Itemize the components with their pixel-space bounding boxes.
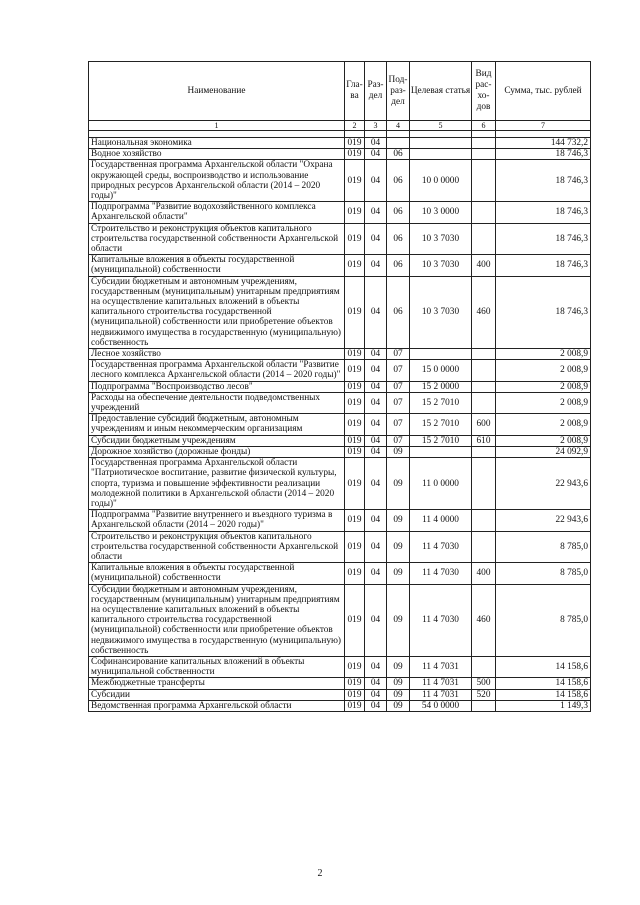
header-glava: Гла-ва	[345, 62, 365, 121]
row-razdel: 04	[365, 435, 387, 446]
row-glava: 019	[345, 510, 365, 531]
row-podrazdel: 07	[387, 360, 410, 381]
row-glava: 019	[345, 584, 365, 656]
table-row	[89, 160, 591, 202]
row-summa: 22 943,6	[496, 458, 591, 510]
table-row	[89, 563, 591, 584]
row-name: Лесное хозяйство	[89, 349, 345, 360]
row-name: Государственная программа Архангельской области "Охрана окружающей среды, воспроизводство и использование природных ресурсов Архангельской области (2014 – 2020 годы)"	[89, 160, 345, 202]
page-number: 2	[317, 868, 323, 879]
table-row	[89, 584, 591, 656]
row-celevaya: 15 0 0000	[410, 360, 472, 381]
row-glava: 019	[345, 689, 365, 700]
table-row	[89, 223, 591, 255]
row-celevaya: 11 4 7030	[410, 563, 472, 584]
row-name: Капитальные вложения в объекты государственной (муниципальной) собственности	[89, 563, 345, 584]
table-row	[89, 446, 591, 457]
row-summa: 2 008,9	[496, 360, 591, 381]
row-razdel: 04	[365, 360, 387, 381]
row-glava: 019	[345, 446, 365, 457]
row-summa: 2 008,9	[496, 381, 591, 392]
row-vid	[472, 458, 496, 510]
table-row	[89, 689, 591, 700]
row-podrazdel: 06	[387, 276, 410, 348]
row-glava: 019	[345, 138, 365, 149]
row-vid: 460	[472, 276, 496, 348]
row-glava: 019	[345, 381, 365, 392]
row-razdel: 04	[365, 656, 387, 677]
row-vid	[472, 381, 496, 392]
row-razdel: 04	[365, 149, 387, 160]
row-name: Субсидии бюджетным и автономным учреждениям, государственным (муниципальным) унитарным предприятиям на осуществление капитальных вложений в объекты капитального строительства государственной (муниципальной) собственности или приобретение объектов недвижимого имущества в государственную (муниципальную) собственность	[89, 584, 345, 656]
row-celevaya: 15 2 7010	[410, 392, 472, 413]
row-vid: 500	[472, 678, 496, 689]
table-row	[89, 360, 591, 381]
table-row	[89, 414, 591, 435]
row-razdel: 04	[365, 584, 387, 656]
row-summa: 2 008,9	[496, 414, 591, 435]
row-glava: 019	[345, 160, 365, 202]
row-celevaya	[410, 138, 472, 149]
row-summa: 14 158,6	[496, 678, 591, 689]
row-razdel: 04	[365, 160, 387, 202]
row-glava: 019	[345, 276, 365, 348]
row-name: Капитальные вложения в объекты государственной (муниципальной) собственности	[89, 255, 345, 276]
row-podrazdel: 07	[387, 392, 410, 413]
row-name: Подпрограмма "Развитие водохозяйственного комплекса Архангельской области"	[89, 202, 345, 223]
column-number: 2	[345, 121, 365, 131]
row-podrazdel: 07	[387, 435, 410, 446]
row-vid: 600	[472, 414, 496, 435]
row-name: Субсидии бюджетным и автономным учреждениям, государственным (муниципальным) унитарным предприятиям на осуществление капитальных вложений в объекты капитального строительства государственной (муниципальной) собственности или приобретение объектов недвижимого имущества в государственную (муниципальную) собственность	[89, 276, 345, 348]
row-summa: 18 746,3	[496, 255, 591, 276]
row-summa: 14 158,6	[496, 656, 591, 677]
row-vid	[472, 202, 496, 223]
row-vid	[472, 510, 496, 531]
row-summa: 144 732,2	[496, 138, 591, 149]
row-name: Ведомственная программа Архангельской области	[89, 700, 345, 711]
row-vid	[472, 223, 496, 255]
table-row	[89, 276, 591, 348]
row-glava: 019	[345, 458, 365, 510]
header-razdel: Раз-дел	[365, 62, 387, 121]
row-podrazdel: 07	[387, 381, 410, 392]
row-razdel: 04	[365, 276, 387, 348]
row-razdel: 04	[365, 349, 387, 360]
row-vid: 460	[472, 584, 496, 656]
column-number: 4	[387, 121, 410, 131]
row-name: Субсидии бюджетным учреждениям	[89, 435, 345, 446]
row-razdel: 04	[365, 392, 387, 413]
row-podrazdel: 07	[387, 349, 410, 360]
table-row	[89, 255, 591, 276]
row-name: Софинансирование капитальных вложений в объекты муниципальной собственности	[89, 656, 345, 677]
row-razdel: 04	[365, 255, 387, 276]
row-glava: 019	[345, 149, 365, 160]
row-celevaya	[410, 446, 472, 457]
table-row	[89, 392, 591, 413]
table-row	[89, 435, 591, 446]
table-row	[89, 381, 591, 392]
row-summa: 1 149,3	[496, 700, 591, 711]
row-celevaya: 15 2 7010	[410, 435, 472, 446]
row-summa: 18 746,3	[496, 149, 591, 160]
row-vid: 400	[472, 255, 496, 276]
row-razdel: 04	[365, 510, 387, 531]
row-glava: 019	[345, 563, 365, 584]
row-glava: 019	[345, 349, 365, 360]
row-celevaya	[410, 349, 472, 360]
row-podrazdel: 07	[387, 414, 410, 435]
row-vid: 520	[472, 689, 496, 700]
table-row	[89, 349, 591, 360]
row-name: Строительство и реконструкция объектов капитального строительства государственной собственности Архангельской области	[89, 531, 345, 563]
row-glava: 019	[345, 678, 365, 689]
row-vid	[472, 360, 496, 381]
table-row	[89, 510, 591, 531]
row-razdel: 04	[365, 202, 387, 223]
row-vid: 610	[472, 435, 496, 446]
row-razdel: 04	[365, 678, 387, 689]
row-celevaya: 11 4 0000	[410, 510, 472, 531]
row-summa: 8 785,0	[496, 584, 591, 656]
row-celevaya: 54 0 0000	[410, 700, 472, 711]
row-podrazdel: 09	[387, 700, 410, 711]
header-celevaya: Целевая статья	[410, 62, 472, 121]
row-razdel: 04	[365, 223, 387, 255]
row-vid	[472, 392, 496, 413]
row-summa: 2 008,9	[496, 392, 591, 413]
row-summa: 2 008,9	[496, 349, 591, 360]
column-number: 6	[472, 121, 496, 131]
row-podrazdel: 09	[387, 510, 410, 531]
row-podrazdel: 09	[387, 446, 410, 457]
table-row	[89, 138, 591, 149]
row-vid	[472, 531, 496, 563]
row-celevaya: 11 4 7031	[410, 678, 472, 689]
row-celevaya: 10 0 0000	[410, 160, 472, 202]
row-name: Межбюджетные трансферты	[89, 678, 345, 689]
header-summa: Сумма, тыс. рублей	[496, 62, 591, 121]
row-name: Государственная программа Архангельской области "Патриотическое воспитание, развитие физической культуры, спорта, туризма и повышение эффективности реализации молодежной политики в Архангельской области (2014 – 2020 годы)"	[89, 458, 345, 510]
row-celevaya: 10 3 7030	[410, 276, 472, 348]
row-celevaya: 10 3 7030	[410, 223, 472, 255]
header-podrazdel: Под-раз-дел	[387, 62, 410, 121]
row-celevaya	[410, 149, 472, 160]
row-razdel: 04	[365, 531, 387, 563]
row-glava: 019	[345, 656, 365, 677]
row-glava: 019	[345, 255, 365, 276]
row-glava: 019	[345, 392, 365, 413]
row-celevaya: 10 3 0000	[410, 202, 472, 223]
row-podrazdel: 09	[387, 656, 410, 677]
row-glava: 019	[345, 202, 365, 223]
row-name: Государственная программа Архангельской области "Развитие лесного комплекса Архангельской области (2014 – 2020 годы)"	[89, 360, 345, 381]
row-razdel: 04	[365, 689, 387, 700]
row-podrazdel: 06	[387, 255, 410, 276]
row-vid	[472, 700, 496, 711]
row-razdel: 04	[365, 381, 387, 392]
row-podrazdel: 06	[387, 160, 410, 202]
row-glava: 019	[345, 223, 365, 255]
row-glava: 019	[345, 531, 365, 563]
row-podrazdel: 09	[387, 678, 410, 689]
spacer-row	[89, 131, 591, 138]
row-name: Субсидии	[89, 689, 345, 700]
row-summa: 18 746,3	[496, 160, 591, 202]
column-number: 5	[410, 121, 472, 131]
row-vid	[472, 149, 496, 160]
column-number: 3	[365, 121, 387, 131]
row-glava: 019	[345, 414, 365, 435]
row-summa: 24 092,9	[496, 446, 591, 457]
row-celevaya: 10 3 7030	[410, 255, 472, 276]
table-row	[89, 149, 591, 160]
row-celevaya: 11 4 7030	[410, 584, 472, 656]
row-vid	[472, 160, 496, 202]
row-podrazdel: 06	[387, 202, 410, 223]
table-row	[89, 531, 591, 563]
row-podrazdel: 09	[387, 584, 410, 656]
row-summa: 18 746,3	[496, 202, 591, 223]
row-vid: 400	[472, 563, 496, 584]
budget-table	[88, 61, 591, 712]
row-summa: 8 785,0	[496, 531, 591, 563]
row-glava: 019	[345, 700, 365, 711]
row-name: Дорожное хозяйство (дорожные фонды)	[89, 446, 345, 457]
row-razdel: 04	[365, 414, 387, 435]
row-podrazdel: 09	[387, 531, 410, 563]
row-vid	[472, 656, 496, 677]
row-podrazdel	[387, 138, 410, 149]
row-summa: 8 785,0	[496, 563, 591, 584]
row-podrazdel: 09	[387, 563, 410, 584]
row-glava: 019	[345, 435, 365, 446]
row-podrazdel: 09	[387, 689, 410, 700]
row-razdel: 04	[365, 446, 387, 457]
row-razdel: 04	[365, 700, 387, 711]
row-podrazdel: 09	[387, 458, 410, 510]
row-razdel: 04	[365, 458, 387, 510]
row-name: Строительство и реконструкция объектов капитального строительства государственной собственности Архангельской области	[89, 223, 345, 255]
row-name: Подпрограмма "Воспроизводство лесов"	[89, 381, 345, 392]
row-glava: 019	[345, 360, 365, 381]
row-podrazdel: 06	[387, 149, 410, 160]
row-name: Предоставление субсидий бюджетным, автономным учреждениям и иным некоммерческим организациям	[89, 414, 345, 435]
row-vid	[472, 349, 496, 360]
row-razdel: 04	[365, 563, 387, 584]
row-summa: 22 943,6	[496, 510, 591, 531]
table-row	[89, 700, 591, 711]
row-summa: 2 008,9	[496, 435, 591, 446]
row-celevaya: 15 2 0000	[410, 381, 472, 392]
header-row	[89, 62, 591, 121]
row-vid	[472, 138, 496, 149]
row-celevaya: 11 0 0000	[410, 458, 472, 510]
header-vid: Вид рас-хо-дов	[472, 62, 496, 121]
row-celevaya: 11 4 7030	[410, 531, 472, 563]
row-celevaya: 11 4 7031	[410, 656, 472, 677]
row-vid	[472, 446, 496, 457]
header-name: Наименование	[89, 62, 345, 121]
row-summa: 18 746,3	[496, 276, 591, 348]
row-podrazdel: 06	[387, 223, 410, 255]
table-row	[89, 458, 591, 510]
column-number: 1	[89, 121, 345, 131]
column-number: 7	[496, 121, 591, 131]
row-summa: 14 158,6	[496, 689, 591, 700]
row-razdel: 04	[365, 138, 387, 149]
row-name: Подпрограмма "Развитие внутреннего и въездного туризма в Архангельской области (2014 – 2020 годы)"	[89, 510, 345, 531]
table-row	[89, 656, 591, 677]
row-name: Национальная экономика	[89, 138, 345, 149]
row-name: Водное хозяйство	[89, 149, 345, 160]
row-name: Расходы на обеспечение деятельности подведомственных учреждений	[89, 392, 345, 413]
row-celevaya: 15 2 7010	[410, 414, 472, 435]
row-summa: 18 746,3	[496, 223, 591, 255]
table-row	[89, 678, 591, 689]
table-row	[89, 202, 591, 223]
column-number-row	[89, 121, 591, 131]
row-celevaya: 11 4 7031	[410, 689, 472, 700]
